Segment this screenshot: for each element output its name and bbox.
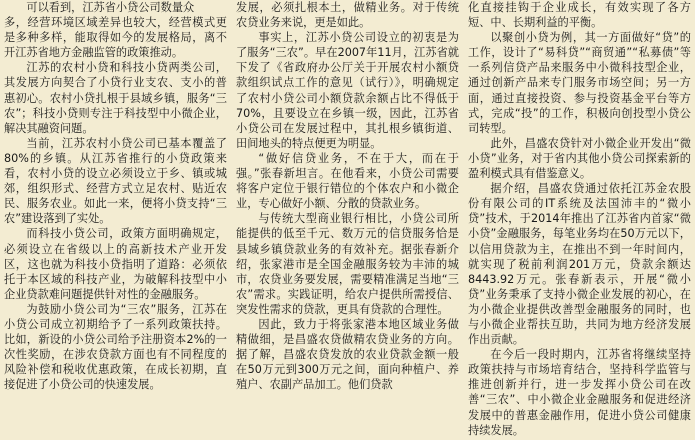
text-column-1	[4, 0, 227, 440]
paragraph: 事实上，江苏小贷公司设立的初衷是为了服务“三农”。早在2007年11月，江苏省就下发了《省政府办公厅关于开展农村小额贷款组织试点工作的意见（试行）》，明确规定了农村小贷公司小额贷款余额占比不得低于70%，且要设立在乡镇一级，因此，江苏省小贷公司在发展过程中，其扎根乡镇街道、田间地头的特点便更为明显。	[236, 31, 459, 150]
paragraph: 当前，江苏农村小贷公司已基本覆盖了80%的乡镇。从江苏省推行的小贷政策来看，农村小贷的设立必须设立于乡、镇或城郊，组织形式、经营方式立足农村、贴近农民、服务农业。如此一来，便将小贷支持“三农”建设落到了实处。	[4, 136, 227, 226]
text-column-3	[468, 0, 691, 440]
paragraph: 与传统大型商业银行相比，小贷公司所能提供的低至千元、数万元的信贷服务恰是县域乡镇贷款业务的有效补充。据张春新介绍，张家港市是全国金融服务较为丰沛的城市，农贷业务要发展，需要精准满足当地“三农”需求。实践证明，给农户提供所需授信、突发性需求的贷款，更具有贷款的合理性。	[236, 212, 459, 316]
paragraph: 此外，昌盛农贷针对小微企业开发出“微小贷”业务，对于省内其他小贷公司探索新的盈利模式具有借鉴意义。	[468, 136, 691, 181]
paragraph: 而科技小贷公司，政策方面明确规定，必须设立在省级以上的高新技术产业开发区，这也就为科技小贷指明了道路：必须依托于本区域的科技产业，为破解科技型中小企业贷款难问题提供针对性的金融服务。	[4, 227, 227, 301]
text-column-2	[236, 0, 459, 440]
paragraph: 以聚创小贷为例，其一方面做好“贷”的工作，设计了“易科贷”“商贸通”“私募债”等一系列信贷产品来服务中小微科技型企业，通过创新产品来专门服务市场空间；另一方面，通过直接投资、参与投资基金平台等方式，完成“投”的工作，积极向创投型小贷公司转型。	[468, 31, 691, 135]
paragraph-continued: 多，经营环境区域差异也较大，经营模式更是多种多样，能取得如今的发展格局，离不开江苏省地方金融监管的政策推动。	[4, 16, 227, 60]
paragraph: 为鼓励小贷公司为“三农”服务，江苏在小贷公司成立初期给予了一系列政策扶持。比如，新设的小贷公司给予注册资本2%的一次性奖励，在涉农贷款方面也有不同程度的风险补偿和税收优惠政策，在成长初期，直接促进了小贷公司的快速发展。	[4, 302, 227, 392]
paragraph-intro-line: 可以看到，江苏省小贷公司数量众	[26, 1, 195, 14]
paragraph: 因此，致力于将张家港本地区域业务做精做细，是昌盛农贷做精农贷业务的方向。据了解，昌盛农贷发放的农业贷款金额一般在50万元到300万元之间，面向种植户、养殖户、农副产品加工。他们贷款	[236, 317, 459, 392]
paragraph: 据介绍，昌盛农贷通过依托江苏金农股份有限公司的IT系统及法国沛丰的“微小贷”技术，于2014年推出了江苏省内首家“微小贷”金融服务，每笔业务均在50万元以下，以信用贷款为主，在推出不到一年时间内，就实现了税前利润201万元，贷款余额达8443.92万元。张春新表示，开展“微小贷”业务秉承了支持小微企业发展的初心，在为小微企业提供改善型金融服务的同时，也与小微企业帮扶互助，共同为地方经济发展作出贡献。	[468, 182, 691, 347]
paragraph-continued: 发展，必须扎根本土，做精业务。对于传统农贷业务来说，更是如此。	[236, 1, 459, 30]
paragraph: 在今后一段时期内，江苏省将继续坚持政策扶持与市场培育结合，坚持科学监管与推进创新并行，进一步发挥小贷公司在改善“三农”、中小微企业金融服务和促进经济发展中的普惠金融作用，促进小贷公司健康持续发展。	[468, 348, 691, 437]
paragraph-continued: 化直接挂钩于企业成长，有效实现了各方短、中、长期利益的平衡。	[468, 1, 691, 30]
paragraph: 江苏的农村小贷和科技小贷两类公司，其发展方向契合了小贷行业支农、支小的普惠初心。农村小贷扎根于县域乡镇，服务“三农”；科技小贷则专注于科技型中小微企业，解决其融资问题。	[4, 61, 227, 135]
paragraph: “做好信贷业务，不在于大，而在于强。”张春新坦言。在他看来，小贷公司需要将客户定位于银行错位的个体农户和小微企业，专心做好小额、分散的贷款业务。	[236, 151, 459, 211]
